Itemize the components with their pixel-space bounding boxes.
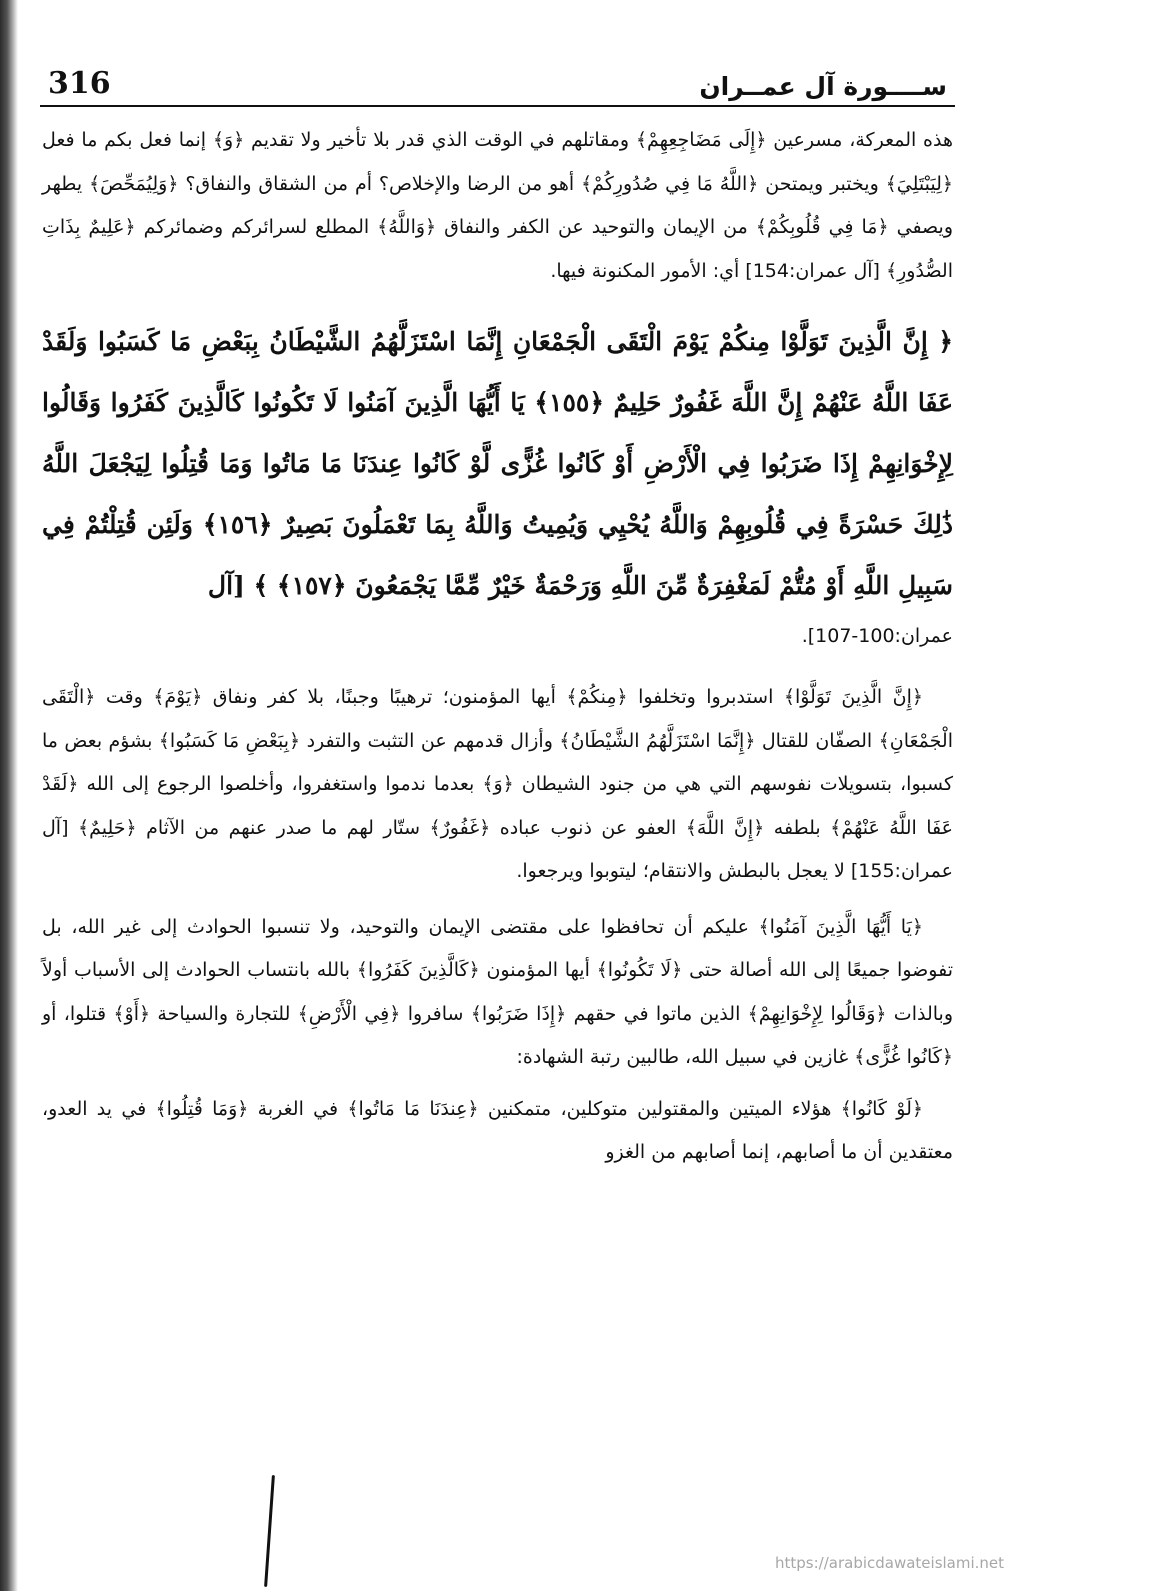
quran-verses-block: ﴿ إِنَّ الَّذِينَ تَوَلَّوْا مِنكُمْ يَوْمَ الْتَقَى الْجَمْعَانِ إِنَّمَا اسْتَزَلَّهُمُ الشَّيْطَانُ بِبَعْضِ مَا كَسَبُوا وَلَقَدْ عَفَا اللَّهُ عَنْهُمْ إِنَّ اللَّهَ غَفُورٌ حَلِيمٌ ﴿١٥٥﴾ يَا أَيُّهَا الَّذِينَ آمَنُوا لَا تَكُونُوا كَالَّذِينَ كَفَرُوا وَقَالُوا لِإِخْوَانِهِمْ إِذَا ضَرَبُوا فِي الْأَرْضِ أَوْ كَانُوا غُزًّى لَّوْ كَانُوا عِندَنَا مَا مَاتُوا وَمَا قُتِلُوا لِيَجْعَلَ اللَّهُ ذَٰلِكَ حَسْرَةً فِي قُلُوبِهِمْ وَاللَّهُ يُحْيِي وَيُمِيتُ وَاللَّهُ بِمَا تَعْمَلُونَ بَصِيرٌ ﴿١٥٦﴾ وَلَئِن قُتِلْتُمْ فِي سَبِيلِ اللَّهِ أَوْ مُتُّمْ لَمَغْفِرَةٌ مِّنَ اللَّهِ وَرَحْمَةٌ خَيْرٌ مِّمَّا يَجْمَعُونَ ﴿١٥٧﴾ ﴾ [آل bbox=[42, 327, 953, 600]
page-header bbox=[40, 55, 955, 107]
page-number: 316 bbox=[48, 66, 111, 101]
surah-title: ســــورة آل عمــران bbox=[699, 72, 947, 101]
scan-shadow-edge bbox=[0, 0, 18, 1591]
pen-mark bbox=[264, 1475, 275, 1587]
tafsir-paragraph-3: ﴿يَا أَيُّهَا الَّذِينَ آمَنُوا﴾ عليكم أن تحافظوا على مقتضى الإيمان والتوحيد، ولا تنسبوا الحوادث إلى غير الله، بل تفوضوا جميعًا إلى الله أصالة حتى ﴿لَا تَكُونُوا﴾ أيها المؤمنون ﴿كَالَّذِينَ كَفَرُوا﴾ بالله بانتساب الحوادث إلى الأسباب أولاً وبالذات ﴿وَقَالُوا لِإِخْوَانِهِمْ﴾ الذين ماتوا في حقهم ﴿إِذَا ضَرَبُوا﴾ سافروا ﴿فِي الْأَرْضِ﴾ للتجارة والسياحة ﴿أَوْ﴾ قتلوا، أو ﴿كَانُوا غُزًّى﴾ غازين في سبيل الله، طالبين رتبة الشهادة: bbox=[42, 915, 953, 1068]
tafsir-paragraph-2: ﴿إِنَّ الَّذِينَ تَوَلَّوْا﴾ استدبروا وتخلفوا ﴿مِنكُمْ﴾ أيها المؤمنون؛ ترهيبًا وجبنًا، بلا كفر ونفاق ﴿يَوْمَ﴾ وقت ﴿الْتَقَى الْجَمْعَانِ﴾ الصفّان للقتال ﴿إِنَّمَا اسْتَزَلَّهُمُ الشَّيْطَانُ﴾ وأزال قدمهم عن التثبت والتفرد ﴿بِبَعْضِ مَا كَسَبُوا﴾ بشؤم بعض ما كسبوا، بتسويلات نفوسهم التي هي من جنود الشيطان ﴿وَ﴾ بعدما ندموا واستغفروا، وأخلصوا الرجوع إلى الله ﴿لَقَدْ عَفَا اللَّهُ عَنْهُمْ﴾ بلطفه ﴿إِنَّ اللَّهَ﴾ العفو عن ذنوب عباده ﴿غَفُورٌ﴾ ستّار لهم ما صدر عنهم من الآثام ﴿حَلِيمٌ﴾ [آل عمران:155] لا يعجل بالبطش والانتقام؛ ليتوبوا ويرجعوا. bbox=[42, 686, 953, 882]
source-watermark: https://arabicdawateislami.net bbox=[775, 1554, 1005, 1572]
tafsir-paragraph-4: ﴿لَوْ كَانُوا﴾ هؤلاء الميتين والمقتولين متوكلين، متمكنين ﴿عِندَنَا مَا مَاتُوا﴾ في الغربة ﴿وَمَا قُتِلُوا﴾ في يد العدو، معتقدين أن ما أصابهم، إنما أصابهم من الغزو bbox=[42, 1097, 953, 1163]
verse-reference: عمران:100-107]. bbox=[801, 625, 953, 647]
book-page bbox=[40, 55, 955, 1175]
tafsir-paragraph-1: هذه المعركة، مسرعين ﴿إِلَى مَضَاجِعِهِمْ﴾ ومقاتلهم في الوقت الذي قدر بلا تأخير ولا تقديم ﴿وَ﴾ إنما فعل بكم ما فعل ﴿لِيَبْتَلِيَ﴾ ويختبر ويمتحن ﴿اللَّهُ مَا فِي صُدُورِكُمْ﴾ أهو من الرضا والإخلاص؟ أم من الشقاق والنفاق؟ ﴿وَلِيُمَحِّصَ﴾ يطهر ويصفي ﴿مَا فِي قُلُوبِكُمْ﴾ من الإيمان والتوحيد عن الكفر والنفاق ﴿وَاللَّهُ﴾ المطلع لسرائركم وضمائركم ﴿عَلِيمٌ بِذَاتِ الصُّدُورِ﴾ [آل عمران:154] أي: الأمور المكنونة فيها. bbox=[42, 129, 953, 282]
